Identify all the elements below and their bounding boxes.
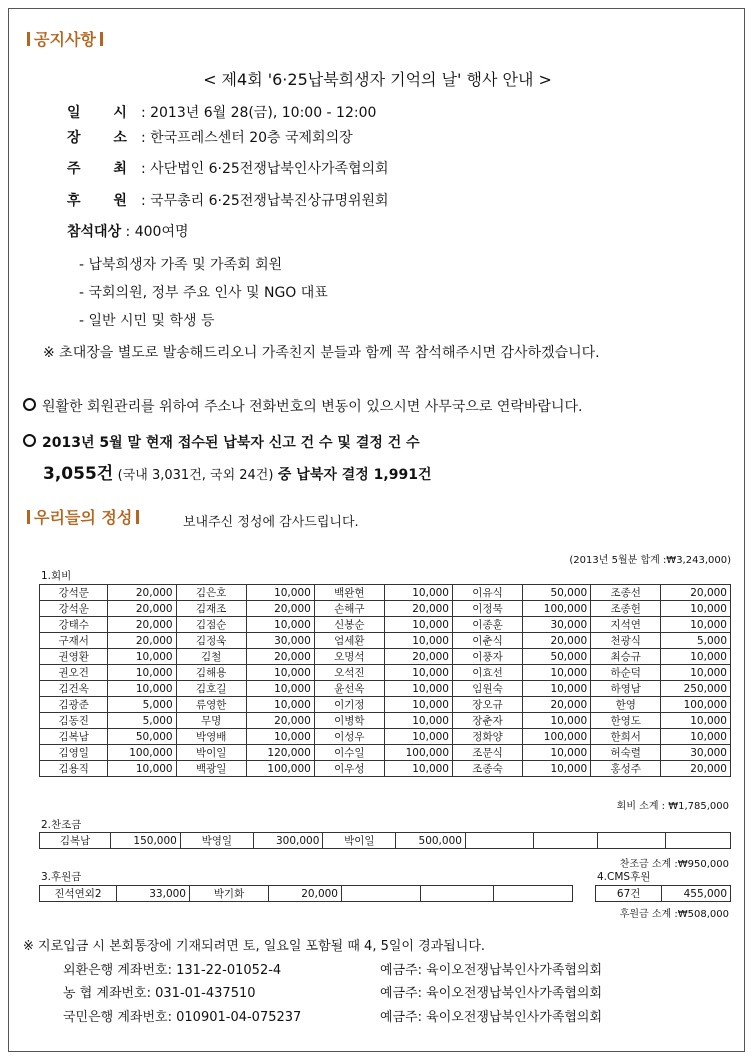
donor-name-cell: 백완현 — [314, 585, 384, 601]
donor-name-cell: 한영도 — [591, 713, 661, 729]
amount-cell: 10,000 — [108, 761, 176, 777]
circle-bullet-icon — [23, 434, 36, 447]
donor-name-cell: 신봉순 — [314, 617, 384, 633]
donor-name-cell: 한영 — [591, 697, 661, 713]
member-notice-text: 원활한 회원관리를 위하여 주소나 전화번호의 변동이 있으시면 사무국으로 연락바랍니다. — [42, 399, 583, 415]
donor-name-cell: 이효선 — [453, 665, 523, 681]
amount-cell: 10,000 — [523, 681, 591, 697]
title-bar-right — [100, 32, 103, 46]
amount-cell: 10,000 — [384, 681, 452, 697]
event-host-row — [67, 158, 389, 178]
amount-cell: 10,000 — [384, 713, 452, 729]
event-sponsor-row — [67, 190, 389, 210]
amount-cell: 10,000 — [523, 745, 591, 761]
amount-cell: 10,000 — [384, 697, 452, 713]
invitation-note: ※ 초대장을 별도로 발송해드리오니 가족친지 분들과 함께 꼭 참석해주시면 감사하겠습니다. — [43, 345, 600, 361]
donor-name-cell: 진석연외2 — [40, 886, 117, 902]
attendees-row — [67, 221, 189, 241]
amount-cell: 100,000 — [523, 601, 591, 617]
donor-name-cell: 강석문 — [40, 585, 108, 601]
support-row — [40, 886, 573, 902]
amount-cell: 10,000 — [384, 729, 452, 745]
report-breakdown: (국내 3,031건, 국외 24건) — [117, 468, 274, 483]
amount-cell: 20,000 — [108, 617, 176, 633]
membership-row — [40, 649, 731, 665]
donor-name-cell: 이성우 — [314, 729, 384, 745]
place-label: 장 소 — [67, 130, 141, 146]
account-bank: 국민은행 계좌번호: — [63, 1010, 172, 1025]
amount-cell: 10,000 — [108, 665, 176, 681]
attendee-group-2: - 국회의원, 정부 주요 인사 및 NGO 대표 — [79, 285, 328, 301]
amount-cell: 30,000 — [661, 745, 731, 761]
title-bar-left — [27, 510, 30, 524]
account-2 — [63, 982, 602, 1001]
amount-cell — [665, 833, 730, 849]
donor-name-cell: 강석운 — [40, 601, 108, 617]
amount-cell: 20,000 — [246, 649, 314, 665]
membership-row — [40, 761, 731, 777]
amount-cell: 30,000 — [523, 617, 591, 633]
amount-cell: 250,000 — [661, 681, 731, 697]
donor-name-cell: 박영배 — [176, 729, 246, 745]
amount-cell: 10,000 — [384, 761, 452, 777]
cms-grid — [595, 885, 731, 902]
donor-name-cell: 김동진 — [40, 713, 108, 729]
membership-row — [40, 665, 731, 681]
amount-cell: 100,000 — [246, 761, 314, 777]
account-number: 010901-04-075237 — [176, 1010, 302, 1025]
donor-name-cell: 이종훈 — [453, 617, 523, 633]
membership-row — [40, 585, 731, 601]
report-total: 3,055건 — [43, 464, 114, 484]
amount-cell: 10,000 — [246, 665, 314, 681]
donor-name-cell: 김철 — [176, 649, 246, 665]
congrats-subtotal: 찬조금 소계 :₩950,000 — [619, 859, 729, 870]
amount-cell: 100,000 — [523, 729, 591, 745]
host-value: : 사단법인 6·25전쟁납북인사가족협의회 — [140, 161, 389, 177]
donor-name-cell: 조종헌 — [591, 601, 661, 617]
amount-cell: 455,000 — [662, 886, 731, 902]
attendees-label: 참석대상 — [67, 224, 122, 240]
donor-name-cell: 이유식 — [453, 585, 523, 601]
account-number: 031-01-437510 — [155, 986, 256, 1001]
donor-name-cell: 이우성 — [314, 761, 384, 777]
amount-cell: 20,000 — [661, 761, 731, 777]
donor-name-cell: 최승규 — [591, 649, 661, 665]
amount-cell: 10,000 — [384, 585, 452, 601]
amount-cell: 10,000 — [661, 649, 731, 665]
amount-cell: 20,000 — [384, 601, 452, 617]
donor-name-cell: 조종선 — [591, 585, 661, 601]
amount-cell: 50,000 — [523, 585, 591, 601]
donor-name-cell: 무명 — [176, 713, 246, 729]
donor-name-cell: 67건 — [596, 886, 662, 902]
donor-name-cell: 김건옥 — [40, 681, 108, 697]
amount-cell: 10,000 — [661, 713, 731, 729]
account-holder: 예금주: 육이오전쟁납북인사가족협의회 — [380, 963, 602, 978]
donor-name-cell: 이춘식 — [453, 633, 523, 649]
account-bank: 농 협 계좌번호: — [63, 986, 151, 1001]
membership-row — [40, 617, 731, 633]
membership-row — [40, 713, 731, 729]
donor-name-cell: 하영남 — [591, 681, 661, 697]
amount-cell: 120,000 — [246, 745, 314, 761]
amount-cell: 5,000 — [108, 713, 176, 729]
amount-cell: 50,000 — [523, 649, 591, 665]
title-bar-left — [27, 32, 30, 46]
donor-name-cell — [342, 886, 421, 902]
amount-cell: 5,000 — [108, 697, 176, 713]
amount-cell: 20,000 — [661, 585, 731, 601]
amount-cell: 30,000 — [246, 633, 314, 649]
account-number: 131-22-01052-4 — [176, 963, 282, 978]
amount-cell: 20,000 — [108, 585, 176, 601]
donor-name-cell: 오석진 — [314, 665, 384, 681]
amount-cell: 300,000 — [253, 833, 323, 849]
donor-name-cell: 홍성주 — [591, 761, 661, 777]
donor-name-cell: 한희서 — [591, 729, 661, 745]
report-decided: 중 납북자 결정 1,991건 — [277, 467, 432, 483]
membership-row — [40, 697, 731, 713]
amount-cell — [534, 833, 597, 849]
category-congrats: 2.찬조금 — [41, 819, 82, 831]
title-bar-right — [136, 510, 139, 524]
support-subtotal: 후원금 소계 :₩508,000 — [619, 909, 729, 920]
amount-cell: 10,000 — [246, 585, 314, 601]
circle-bullet-icon — [23, 398, 36, 411]
donor-name-cell: 류영한 — [176, 697, 246, 713]
donor-name-cell: 임원숙 — [453, 681, 523, 697]
account-1 — [63, 959, 602, 978]
donor-name-cell: 백광일 — [176, 761, 246, 777]
amount-cell: 10,000 — [523, 713, 591, 729]
cms-row — [596, 886, 731, 902]
amount-cell: 10,000 — [661, 665, 731, 681]
donor-name-cell: 엄세환 — [314, 633, 384, 649]
amount-cell: 10,000 — [384, 617, 452, 633]
donor-name-cell: 이풍자 — [453, 649, 523, 665]
sponsor-label: 후 원 — [67, 193, 141, 209]
donor-name-cell: 허숙렬 — [591, 745, 661, 761]
donor-name-cell: 김광준 — [40, 697, 108, 713]
notice-heading-text: 공지사항 — [34, 30, 96, 49]
donor-name-cell: 장춘자 — [453, 713, 523, 729]
membership-grid — [39, 584, 731, 777]
donor-name-cell: 윤선옥 — [314, 681, 384, 697]
category-cms: 4.CMS후원 — [597, 871, 651, 883]
amount-cell: 5,000 — [661, 633, 731, 649]
membership-row — [40, 601, 731, 617]
donation-section-title — [23, 505, 143, 528]
donor-name-cell: 김점순 — [176, 617, 246, 633]
donor-name-cell: 천광식 — [591, 633, 661, 649]
donor-name-cell: 하순덕 — [591, 665, 661, 681]
donor-name-cell: 김복남 — [40, 833, 111, 849]
amount-cell: 10,000 — [246, 697, 314, 713]
donor-name-cell — [465, 833, 533, 849]
host-label: 주 최 — [67, 161, 141, 177]
amount-cell: 10,000 — [246, 729, 314, 745]
donor-name-cell: 박기화 — [190, 886, 269, 902]
donor-name-cell: 구재서 — [40, 633, 108, 649]
amount-cell: 20,000 — [246, 713, 314, 729]
giro-note: ※ 지로입금 시 본회통장에 기재되려면 토, 일요일 포함될 때 4, 5일이 경과됩니다. — [23, 939, 486, 954]
donor-name-cell: 손해구 — [314, 601, 384, 617]
amount-cell: 20,000 — [246, 601, 314, 617]
amount-cell: 33,000 — [117, 886, 190, 902]
donor-name-cell: 오명석 — [314, 649, 384, 665]
support-grid — [39, 885, 573, 902]
event-date-row — [67, 102, 376, 122]
report-heading-text: 2013년 5월 말 현재 접수된 납북자 신고 건 수 및 결정 건 수 — [42, 435, 420, 451]
donor-name-cell: 김해용 — [176, 665, 246, 681]
donor-name-cell: 장오규 — [453, 697, 523, 713]
amount-cell: 100,000 — [661, 697, 731, 713]
donor-name-cell: 박영일 — [180, 833, 253, 849]
date-value: : 2013년 6월 28(금), 10:00 - 12:00 — [140, 105, 377, 121]
attendee-group-3: - 일반 시민 및 학생 등 — [79, 313, 215, 329]
member-info-notice — [23, 396, 582, 416]
congrats-row — [40, 833, 731, 849]
attendee-group-1: - 납북희생자 가족 및 가족회 회원 — [79, 257, 283, 273]
amount-cell: 20,000 — [269, 886, 342, 902]
amount-cell: 10,000 — [108, 649, 176, 665]
date-label: 일 시 — [67, 105, 141, 121]
donor-name-cell: 지석연 — [591, 617, 661, 633]
amount-cell: 20,000 — [108, 633, 176, 649]
donor-name-cell: 김영일 — [40, 745, 108, 761]
donor-name-cell: 이수일 — [314, 745, 384, 761]
donor-name-cell: 권오건 — [40, 665, 108, 681]
donation-heading-text: 우리들의 정성 — [34, 508, 133, 527]
donor-name-cell — [494, 886, 573, 902]
membership-row — [40, 745, 731, 761]
donor-name-cell: 박이일 — [323, 833, 396, 849]
donor-name-cell: 이정묵 — [453, 601, 523, 617]
membership-row — [40, 729, 731, 745]
membership-subtotal: 회비 소계 : ₩1,785,000 — [616, 801, 729, 812]
amount-cell: 10,000 — [661, 601, 731, 617]
amount-cell: 10,000 — [384, 665, 452, 681]
category-support: 3.후원금 — [41, 871, 82, 883]
amount-cell: 10,000 — [108, 681, 176, 697]
report-count-notice — [23, 432, 420, 452]
membership-row — [40, 633, 731, 649]
donor-name-cell: 김재조 — [176, 601, 246, 617]
sponsor-value: : 국무총리 6·25전쟁납북진상규명위원회 — [140, 193, 389, 209]
donor-name-cell: 이기정 — [314, 697, 384, 713]
donor-name-cell: 정화양 — [453, 729, 523, 745]
membership-row — [40, 681, 731, 697]
donor-name-cell: 강태수 — [40, 617, 108, 633]
donor-name-cell: 이병학 — [314, 713, 384, 729]
amount-cell: 20,000 — [523, 697, 591, 713]
amount-cell: 10,000 — [661, 729, 731, 745]
total-label: (2013년 5월분 합계 :₩3,243,000) — [569, 555, 731, 566]
amount-cell: 10,000 — [661, 617, 731, 633]
notice-section-title — [23, 27, 107, 50]
account-bank: 외환은행 계좌번호: — [63, 963, 172, 978]
donor-name-cell: 박이일 — [176, 745, 246, 761]
donor-name-cell — [597, 833, 665, 849]
donor-name-cell: 김복남 — [40, 729, 108, 745]
donor-name-cell: 김호길 — [176, 681, 246, 697]
amount-cell: 20,000 — [384, 649, 452, 665]
amount-cell: 10,000 — [384, 633, 452, 649]
report-count-values — [43, 459, 431, 484]
thanks-note: 보내주신 정성에 감사드립니다. — [183, 515, 359, 530]
amount-cell: 20,000 — [108, 601, 176, 617]
donor-name-cell: 조문식 — [453, 745, 523, 761]
amount-cell: 50,000 — [108, 729, 176, 745]
account-holder: 예금주: 육이오전쟁납북인사가족협의회 — [380, 986, 602, 1001]
event-title: < 제4회 '6·25납북희생자 기억의 날' 행사 안내 > — [203, 70, 552, 89]
category-membership: 1.회비 — [41, 570, 72, 582]
amount-cell: 100,000 — [384, 745, 452, 761]
amount-cell: 10,000 — [246, 617, 314, 633]
donor-name-cell: 조종숙 — [453, 761, 523, 777]
notice-document — [8, 8, 745, 1052]
amount-cell: 10,000 — [523, 761, 591, 777]
donor-name-cell: 김정욱 — [176, 633, 246, 649]
amount-cell: 10,000 — [246, 681, 314, 697]
donor-name-cell: 김은호 — [176, 585, 246, 601]
account-3 — [63, 1006, 602, 1025]
amount-cell: 150,000 — [111, 833, 181, 849]
amount-cell — [421, 886, 494, 902]
amount-cell: 10,000 — [523, 665, 591, 681]
account-holder: 예금주: 육이오전쟁납북인사가족협의회 — [380, 1010, 602, 1025]
event-place-row — [67, 127, 353, 147]
amount-cell: 500,000 — [396, 833, 466, 849]
donor-name-cell: 권영환 — [40, 649, 108, 665]
amount-cell: 100,000 — [108, 745, 176, 761]
donor-name-cell: 김용직 — [40, 761, 108, 777]
place-value: : 한국프레스센터 20층 국제회의장 — [140, 130, 353, 146]
congrats-grid — [39, 832, 731, 849]
attendees-value: : 400여명 — [121, 224, 189, 240]
amount-cell: 20,000 — [523, 633, 591, 649]
